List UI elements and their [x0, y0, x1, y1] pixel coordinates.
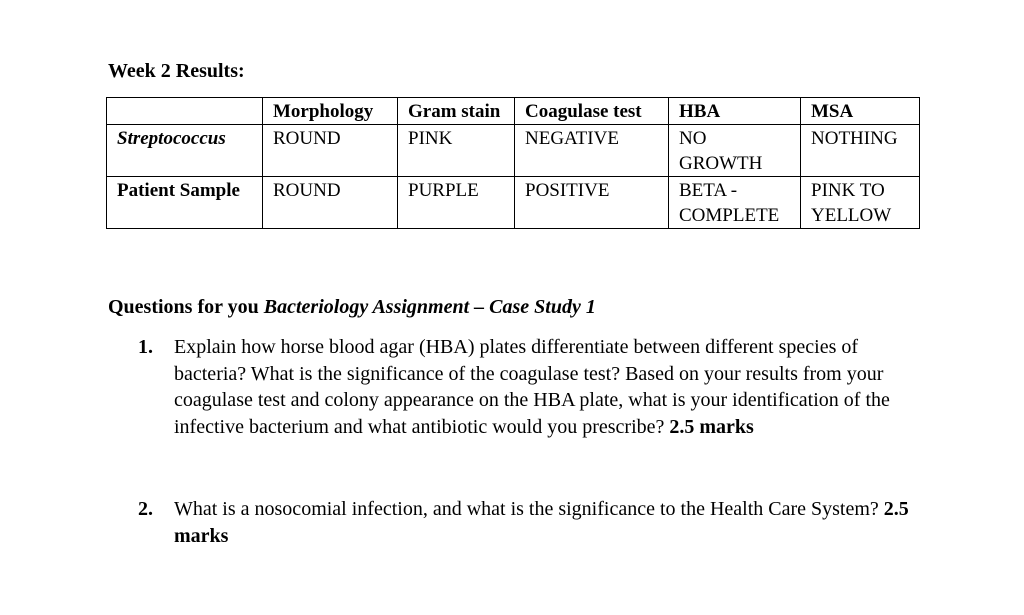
question-text: Explain how horse blood agar (HBA) plates differentiate between different species of bacteria? What is the significance of the coagulase test? Based on your results from your coagulase test and colony appearance on the HBA plate, what is your identification of the infective bacterium and what antibiotic would you prescribe?: [174, 336, 890, 438]
table-cell: NO GROWTH: [669, 125, 801, 177]
table-cell: ROUND: [263, 125, 398, 177]
table-cell: PINK TO YELLOW: [801, 177, 920, 229]
question-marks: 2.5 marks: [669, 415, 754, 438]
table-cell: ROUND: [263, 177, 398, 229]
table-header-cell: HBA: [669, 98, 801, 125]
table-cell: NOTHING: [801, 125, 920, 177]
table-row: [107, 177, 920, 229]
question-item: [138, 334, 928, 440]
table-header-cell: Gram stain: [398, 98, 515, 125]
table-cell: PINK: [398, 125, 515, 177]
questions-title: [108, 294, 596, 320]
table-cell: NEGATIVE: [515, 125, 669, 177]
row-label: Streptococcus: [107, 125, 263, 177]
table-header-cell: Morphology: [263, 98, 398, 125]
table-header-row: [107, 98, 920, 125]
row-label: Patient Sample: [107, 177, 263, 229]
table-row: [107, 125, 920, 177]
table-header-cell: Coagulase test: [515, 98, 669, 125]
section-heading: Week 2 Results:: [108, 60, 245, 82]
questions-list: [138, 334, 928, 549]
questions-title-prefix: Questions for you: [108, 296, 264, 318]
question-item: [138, 496, 928, 549]
question-text: What is a nosocomial infection, and what is the significance to the Health Care System?: [174, 498, 884, 520]
question-number: 1.: [138, 336, 153, 358]
question-marks: 2.5 marks: [174, 498, 909, 547]
results-table: [106, 97, 920, 229]
table-cell: POSITIVE: [515, 177, 669, 229]
table-cell: PURPLE: [398, 177, 515, 229]
question-number: 2.: [138, 498, 153, 520]
table-cell: BETA - COMPLETE: [669, 177, 801, 229]
table-header-cell: MSA: [801, 98, 920, 125]
table-header-cell: [107, 98, 263, 125]
assignment-title: Bacteriology Assignment – Case Study 1: [263, 296, 596, 318]
